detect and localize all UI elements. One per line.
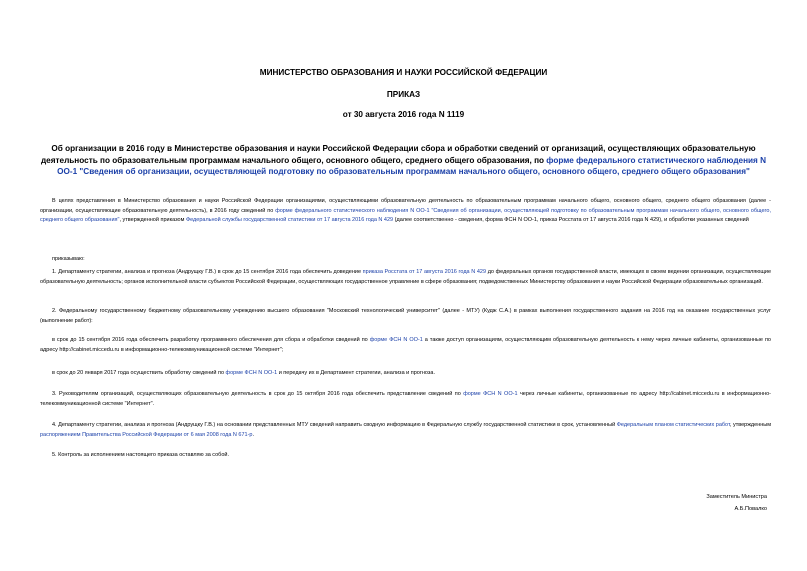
signature-name: А.Б.Повалко bbox=[734, 506, 767, 512]
item-2a-text-2: а также доступ организациям, осуществляющим образовательную деятельность к нему через личные кабинеты, организованные по адресу http://cabinet.miccedu.ru в информационно-телекоммуникационной системе "Интернет"; bbox=[40, 337, 771, 353]
preamble bbox=[40, 197, 771, 226]
item-4-text-2: , утвержденным bbox=[729, 422, 771, 428]
item-2b-text-2: и передачу их в Департамент стратегии, анализа и прогноза. bbox=[277, 370, 436, 376]
order-heading: ПРИКАЗ bbox=[386, 90, 421, 99]
item-3-form-link[interactable]: форме ФСН N ОО-1 bbox=[463, 391, 518, 397]
preamble-text-2: , утвержденной приказом bbox=[119, 217, 186, 224]
item-4-text-3: . bbox=[252, 431, 255, 438]
item-2b bbox=[40, 369, 771, 379]
order-title bbox=[40, 143, 767, 178]
item-1 bbox=[40, 268, 771, 287]
title-text: Об организации в 2016 году в Министерстве образования и науки Российской Федерации сбора и обработки сведений от организаций, осуществляющих образовательную деятельность по образовательным программам начального общего, основного общего, среднего общего образования, по bbox=[40, 144, 756, 165]
item-1-text-1: 1. Департаменту стратегии, анализа и прогноза (Андрущку Г.В.) в срок до 15 сентября 2016 года обеспечить доведение bbox=[52, 269, 363, 275]
preamble-rosstat-link[interactable]: Федеральной службы государственной статистики от 17 августа 2016 года N 429 bbox=[185, 217, 394, 224]
title-form-link[interactable]: форме федерального статистического наблюдения N ОО-1 "Сведения об организации, осуществляющей подготовку по образовательным программам начального общего, основного общего, среднего общего образования" bbox=[57, 155, 767, 176]
item-4-text-1: 4. Департаменту стратегии, анализа и прогноза (Андрущку Г.В.) на основании представленных МТУ сведений направить сводную информацию в Федеральную службу государственной статистики в срок, установленный bbox=[52, 422, 617, 428]
order-date-number: от 30 августа 2016 года N 1119 bbox=[342, 110, 465, 119]
item-3-text-1: 3. Руководителям организаций, осуществляющих образовательную деятельность в срок до 15 октября 2016 года обеспечить представление сведений по bbox=[52, 391, 464, 397]
preamble-text-3: (далее соответственно - сведения, форма ФСН N ОО-1, приказ Росстата от 17 августа 2016 года N 429), и обработки указанных сведений bbox=[393, 217, 749, 224]
item-2a-text-1: в срок до 15 сентября 2016 года обеспечить разработку программного обеспечения для сбора и обработки сведений по bbox=[52, 337, 370, 343]
prikazyvayu: приказываю: bbox=[52, 256, 85, 262]
item-2a bbox=[40, 336, 771, 355]
item-2a-form-link[interactable]: форме ФСН N ОО-1 bbox=[369, 337, 423, 343]
item-5: 5. Контроль за исполнением настоящего приказа оставляю за собой. bbox=[52, 452, 229, 458]
item-3 bbox=[40, 390, 771, 409]
item-2b-text-1: в срок до 20 января 2017 года осуществить обработку сведений по bbox=[52, 370, 226, 376]
item-4 bbox=[40, 421, 771, 440]
item-4-government-link[interactable]: распоряжением Правительства Российской Федерации от 6 мая 2008 года N 671-р bbox=[40, 431, 253, 438]
item-1-order-link[interactable]: приказа Росстата от 17 августа 2016 года N 429 bbox=[362, 269, 487, 275]
item-1-text-2: до федеральных органов государственной власти, имеющих в своем ведении организации, осуществляющие образовательную деятельность; органов исполнительной власти субъектов Российской Федерации, осуществляющих государственное управление в сфере образования; подведомственных Министерству образования и науки Российской Федерации образовательных организаций. bbox=[40, 269, 771, 285]
preamble-form-link[interactable]: форме федерального статистического наблюдения N ОО-1 "Сведения об организации, осуществляющей подготовку по образовательным программам начального общего, основного общего, среднего общего образования" bbox=[40, 207, 771, 224]
signature-position: Заместитель Министра bbox=[706, 494, 767, 500]
item-2b-form-link[interactable]: форме ФСН N ОО-1 bbox=[225, 370, 278, 376]
ministry-heading: МИНИСТЕРСТВО ОБРАЗОВАНИЯ И НАУКИ РОССИЙСКОЙ ФЕДЕРАЦИИ bbox=[259, 68, 548, 77]
preamble-text-1: В целях представления в Министерство образования и науки Российской Федерации организациями, осуществляющими образовательную деятельность по образовательным программам начального общего, основного общего, среднего общего образования (далее - организации, осуществляющие образовательную деятельность), в 2016 году сведений по bbox=[40, 198, 771, 214]
item-3-text-2: через личные кабинеты, организованные по адресу http://cabinet.miccedu.ru в информационно-телекоммуникационной системе "Интернет". bbox=[40, 391, 771, 407]
item-2: 2. Федеральному государственному бюджетному образовательному учреждению высшего образования "Московский технологический университет" (далее - МТУ) (Кудж С.А.) в рамках выполнения государственного задания на 2016 год на оказание государственных услуг (выполнение работ): bbox=[40, 308, 771, 324]
item-4-plan-link[interactable]: Федеральным планом статистических работ bbox=[616, 422, 730, 428]
